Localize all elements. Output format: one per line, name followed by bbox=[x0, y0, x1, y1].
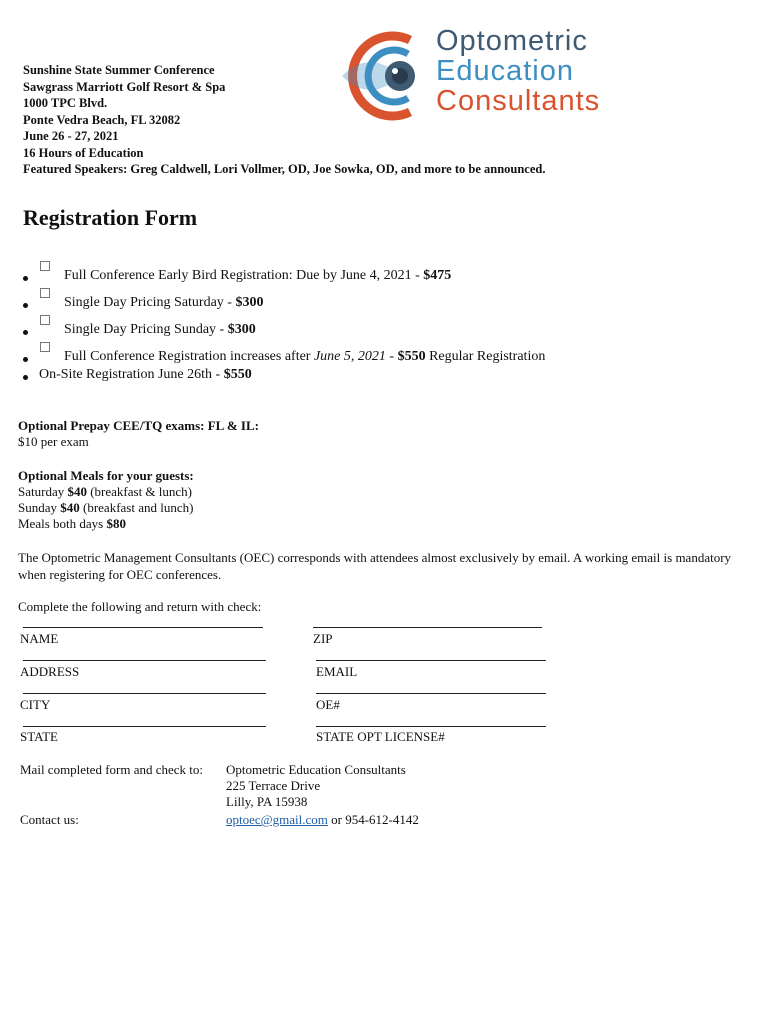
mail-city: Lilly, PA 15938 bbox=[226, 794, 308, 809]
form-title: Registration Form bbox=[23, 205, 198, 230]
option-label: Single Day Pricing Sunday - bbox=[64, 322, 228, 337]
city-label: CITY bbox=[20, 697, 51, 712]
license-label: STATE OPT LICENSE# bbox=[316, 729, 445, 744]
state-line[interactable] bbox=[23, 726, 266, 727]
checkbox[interactable] bbox=[40, 315, 50, 325]
venue-city: Ponte Vedra Beach, FL 32082 bbox=[23, 112, 181, 127]
state-label: STATE bbox=[20, 729, 58, 744]
oe-line[interactable] bbox=[316, 693, 546, 694]
contact-or: or bbox=[327, 812, 346, 827]
option-date: June 5, 2021 bbox=[313, 349, 386, 364]
contact-phone: 954-612-4142 bbox=[345, 812, 419, 827]
meals-heading: Optional Meals for your guests: bbox=[18, 468, 194, 483]
contact-label: Contact us: bbox=[20, 812, 79, 827]
option-price: $300 bbox=[227, 322, 256, 337]
option-label: Full Conference Early Bird Registration: Due by June 4, 2021 - bbox=[64, 268, 424, 283]
checkbox[interactable] bbox=[40, 261, 50, 271]
meals-section bbox=[18, 468, 194, 532]
option-price: $300 bbox=[235, 295, 264, 310]
bullet-icon bbox=[23, 330, 28, 335]
checkbox[interactable] bbox=[40, 342, 50, 352]
option-label: Full Conference Registration increases after bbox=[64, 349, 314, 364]
name-label: NAME bbox=[20, 631, 59, 646]
meal-sunday: Sunday $40 (breakfast and lunch) bbox=[18, 500, 194, 515]
mailing-address bbox=[226, 762, 406, 810]
email-note: The Optometric Management Consultants (OEC) corresponds with attendees almost exclusively by email. A working email is mandatory when registering for OEC conferences. bbox=[18, 550, 732, 582]
oe-label: OE# bbox=[316, 697, 340, 712]
logo-word-consultants: Consultants bbox=[436, 85, 601, 117]
mail-label: Mail completed form and check to: bbox=[20, 762, 204, 777]
checkbox[interactable] bbox=[40, 288, 50, 298]
mail-company: Optometric Education Consultants bbox=[226, 762, 406, 777]
meal-saturday: Saturday $40 (breakfast & lunch) bbox=[18, 484, 193, 499]
conference-dates: June 26 - 27, 2021 bbox=[23, 129, 119, 143]
zip-line[interactable] bbox=[313, 627, 542, 628]
contact-info bbox=[226, 812, 419, 828]
onsite-label: On-Site Registration June 26th - bbox=[39, 367, 224, 382]
featured-speakers: Featured Speakers: Greg Caldwell, Lori Vollmer, OD, Joe Sowka, OD, and more to be announced. bbox=[23, 162, 546, 176]
address-line[interactable] bbox=[23, 660, 266, 661]
bullet-icon bbox=[23, 357, 28, 362]
zip-label: ZIP bbox=[313, 631, 333, 646]
bullet-icon bbox=[23, 303, 28, 308]
option-price: $475 bbox=[423, 268, 452, 283]
onsite-price: $550 bbox=[223, 367, 252, 382]
exams-heading: Optional Prepay CEE/TQ exams: FL & IL: bbox=[18, 418, 259, 433]
contact-email-link[interactable]: optoec@gmail.com bbox=[226, 812, 328, 827]
name-line[interactable] bbox=[23, 627, 263, 628]
exams-price: $10 per exam bbox=[18, 434, 89, 449]
conference-name: Sunshine State Summer Conference bbox=[23, 63, 215, 77]
license-line[interactable] bbox=[316, 726, 546, 727]
option-suffix: Regular Registration bbox=[425, 349, 546, 364]
city-line[interactable] bbox=[23, 693, 266, 694]
bullet-icon bbox=[23, 375, 28, 380]
education-hours: 16 Hours of Education bbox=[23, 145, 144, 160]
complete-instruction: Complete the following and return with check: bbox=[18, 599, 262, 614]
email-line[interactable] bbox=[316, 660, 546, 661]
meal-both-days: Meals both days $80 bbox=[18, 516, 126, 531]
option-label: Single Day Pricing Saturday - bbox=[64, 295, 236, 310]
bullet-icon bbox=[23, 276, 28, 281]
address-label: ADDRESS bbox=[20, 664, 80, 679]
venue-street: 1000 TPC Blvd. bbox=[23, 96, 108, 110]
option-price: $550 bbox=[397, 349, 426, 364]
company-logo bbox=[340, 26, 645, 126]
option-separator: - bbox=[385, 349, 398, 364]
email-label: EMAIL bbox=[316, 664, 358, 679]
exams-section bbox=[18, 418, 259, 450]
eye-logo-icon bbox=[340, 26, 436, 126]
logo-word-optometric: Optometric bbox=[436, 25, 588, 57]
mail-street: 225 Terrace Drive bbox=[226, 778, 321, 793]
venue-name: Sawgrass Marriott Golf Resort & Spa bbox=[23, 79, 226, 94]
logo-word-education: Education bbox=[436, 55, 574, 87]
